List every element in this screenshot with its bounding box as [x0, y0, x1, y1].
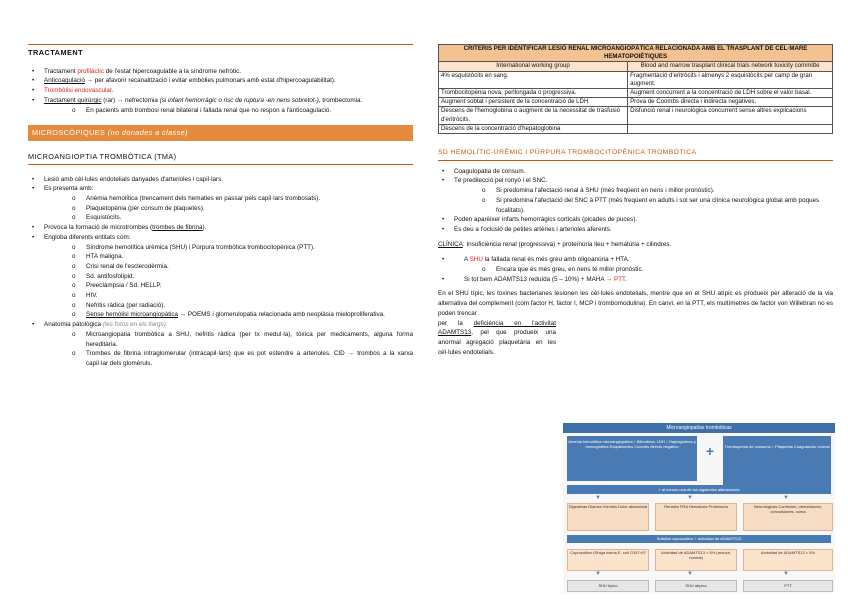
list-item: o Esquistòcits.: [28, 213, 413, 223]
list-item: o Nefritis ràdica (per radiació).: [28, 301, 413, 311]
flow-box: Digestivas Diarrea Vómitos Dolor abdominal: [567, 503, 649, 531]
arrow-down-icon: ▼: [687, 571, 693, 577]
flow-box: Actividad de ADAMTS13 < 5%: [743, 549, 833, 571]
flow-box: Neurológicas Confusión, obnubilación, convulsiones, coma: [743, 503, 833, 531]
list-item: • A SHU la fallada renal és més greu amb oligoanúria + HTA.: [438, 255, 833, 265]
list-item: o HIV.: [28, 291, 413, 301]
list-item: o Sd. antifosfolípid.: [28, 272, 413, 282]
list-item: • Provoca la formació de microtrombes (trombes de fibrina).: [28, 223, 413, 233]
body-paragraph: per la deficiència en l'activitat ADAMTS13, pel que produeix una anormal agregació plaquetària en les cèl·lules endotelials.: [438, 319, 556, 356]
list-item: • Té predilecció pel ronyó i el SNC.: [438, 176, 833, 186]
list-item: • Si tot bem ADAMTS13 reduïda (5 – 10%) + MAHA → PTT.: [438, 275, 833, 285]
list-item: • Anticoagulació → per afavorir recanalització i evitar embòlies pulmonars amb estat d'hipercoagulabilitat).: [28, 76, 413, 86]
list-item: • Tractament profilàctic de l'estat hipercoagulable a la síndrome nefròtic.: [28, 67, 413, 77]
list-item: • Coagulopatia de consum.: [438, 167, 833, 177]
list-item: o En pacients amb trombosi renal bilateral i fallada renal que no respon a l'anticoagulació.: [28, 106, 413, 116]
tma-list: [28, 175, 413, 369]
list-item: • Anatomia patològica (les fotos en els llargs):: [28, 320, 413, 330]
list-item: o Plaquetopènia (per consum de plaquetes).: [28, 204, 413, 214]
shu-heading: SD HEMOLÍTIC-URÈMIC I PÚRPURA TROMBOCITOPÈNICA TROMBÒTICA: [438, 146, 833, 161]
list-item: • Trombòlisi endovascular.: [28, 86, 413, 96]
flow-box: Anemia hemolítica microangiopática ↑ Bilirrubina, LDH ↓ Haptoglobina y hemoglobina Esquistocitos Coombs directo negativo: [567, 436, 697, 481]
microscopiques-heading: MICROSCÒPIQUES (no donades a classe): [28, 125, 413, 141]
arrow-down-icon: ▼: [687, 495, 693, 501]
list-item: o Sense hemòlisi microangiopàtica → POEMS i glomerulopatia relacionada amb neoplàsia mieloproliferativa.: [28, 310, 413, 320]
flow-box: Renales FRA Hematuria Proteinuria: [655, 503, 737, 531]
list-item: o Si predomina l'afectació del SNC à PTT (més freqüent en adults i sol ser una clínica neurològica global amb poques focalitats).: [438, 196, 833, 215]
clinica-paragraph: CLÍNICA: Insuficiència renal (progressiva) + proteïnúria lleu + hematúria + cilindres.: [438, 240, 672, 248]
list-item: o Anèmia hemolítica (trencament dels hematies en passar pels capil·lars trombosats).: [28, 194, 413, 204]
flow-box: + al menos una de las siguientes alteraciones: [567, 485, 831, 494]
table-row: 4% esquistòcits en sang. Fragmentació d'eritròcits i almenys 2 esquistòcits per camp de gran augment.: [439, 71, 833, 88]
left-column: [28, 0, 413, 369]
flow-box: SHU típico: [567, 580, 649, 592]
list-item: o HTA maligna.: [28, 252, 413, 262]
flow-box: PTT: [743, 580, 833, 592]
flow-box: Coprocultivo (Shiga toxina E. coli O157:H7: [567, 549, 649, 571]
list-item: • Lesió amb cèl·lules endotelials danyades d'arterioles i capil·lars.: [28, 175, 413, 185]
list-item: o Encara que és més greu, en nens té millor pronòstic.: [438, 265, 833, 275]
criteria-table: [438, 44, 833, 134]
tractament-list: [28, 67, 413, 116]
flow-title: Microangiopatías trombóticas: [563, 423, 835, 433]
clinica-list: [438, 255, 833, 284]
table-col-header: Blood and marrow trasplant clinical trials network toxicity committe: [628, 62, 833, 71]
arrow-down-icon: ▼: [783, 495, 789, 501]
flow-box: SHU atípico: [655, 580, 737, 592]
list-item: • Poden aparèixer infarts hemorràgics corticals (picades de puces).: [438, 215, 833, 225]
flow-box: Solicitar coprocultivo + actividad de ADAMTS13: [567, 535, 831, 543]
tractament-heading: TRACTAMENT: [28, 44, 413, 60]
shu-list: [438, 167, 833, 235]
table-title: CRITERIS PER IDENTIFICAR LESIÓ RENAL MICROANGIOPÀTICA RELACIONADA AMB EL TRASPLANT DE CEL·MARE HEMATOPOIÈTIQUES: [439, 45, 833, 62]
list-item: • Tractament quirúrgic (rar) → nefrectomia (si infant hemorràgic o risc de ruptura -en nens sobretot-), trombectomia.: [28, 96, 413, 106]
list-item: • Es presenta amb:: [28, 184, 413, 194]
list-item: • Es deu a l'oclusió de petites artèries i arterioles aferents.: [438, 225, 833, 235]
right-column: [438, 0, 833, 357]
list-item: o Si predomina l'afectació renal à SHU (més freqüent en nens i millor pronòstic).: [438, 186, 833, 196]
table-row: Descens de la concentració d'hepatoglobina: [439, 124, 833, 133]
table-col-header: International working group: [439, 62, 628, 71]
tma-flowchart: [563, 423, 835, 593]
table-row: Augment sobtat i persistent de la concentració de LDH Prova de Coombs directa i indirecta negatives.: [439, 98, 833, 107]
list-item: o Preeclàmpsia / Sd. HELLP.: [28, 281, 413, 291]
plus-icon: +: [705, 443, 715, 459]
table-row: Trombocitopènia nova, perllongada o progressiva. Augment concurrent a la concentració de LDH sobre el valor basal.: [439, 89, 833, 98]
tma-heading: MICROANGIOPTIA TROMBÒTICA (TMA): [28, 150, 413, 165]
list-item: • Engloba diferents entitats com:: [28, 233, 413, 243]
table-row: Descens de l'hemoglobina o augment de la necessitat de trasfusió d'eritròcits. Disfunció renal i neurològica concurrent sense altres explicacions: [439, 107, 833, 124]
list-item: o Microangiopatia trombòtica a SHU, nefritis ràdica (per tx medul·la), tòxica per medicaments, alguna forma hereditària.: [28, 330, 413, 349]
flow-box: Trombopenia de consumo ↓ Plaquetas Coagulación normal: [723, 436, 831, 486]
body-paragraph: En el SHU típic, les toxines bacterianes lesionen les cèl·lules endotelials, mentre que en el SHU atípic es produeix per alteració de la via alternativa del complement (com factor H, factor I, MCP i trombomodulina). En canvi, en la PTT, els multímetres de factor von Willebran no es poden trencar: [438, 290, 833, 317]
list-item: o Crisi renal de l'esclerodèrmia.: [28, 262, 413, 272]
list-item: o Trombes de fibrina intraglomerular (intracapil·lars) que es pot estendre a arterioles. CID → trombos a la xarxa capil·lar dels glomèruls.: [28, 349, 413, 368]
flow-box: Actividad de ADAMTS13 > 5% (reducir, normal): [655, 549, 737, 571]
arrow-down-icon: ▼: [595, 571, 601, 577]
arrow-down-icon: ▼: [783, 571, 789, 577]
list-item: o Síndrome hemolítica urèmica (SHU) i Púrpura trombòtica trombocitopènica (PTT).: [28, 243, 413, 253]
arrow-down-icon: ▼: [595, 495, 601, 501]
